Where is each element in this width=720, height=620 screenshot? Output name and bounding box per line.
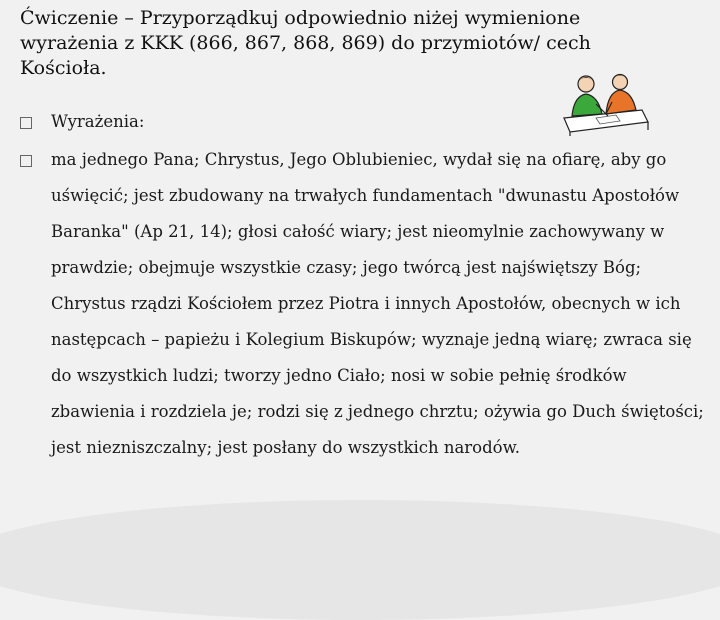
- bullet-item: [20, 112, 144, 140]
- background-arc: [0, 500, 720, 620]
- two-students-writing-icon: [556, 70, 650, 136]
- bullet-item: [20, 150, 710, 466]
- square-bullet-icon: [20, 155, 32, 167]
- slide-title: Ćwiczenie – Przyporządkuj odpowiednio niżej wymienione wyrażenia z KKK (866, 867, 868, 869) do przymiotów/ cech Kościoła.: [20, 7, 591, 79]
- bullet-text: Wyrażenia:: [51, 112, 145, 131]
- square-bullet-icon: [20, 117, 32, 129]
- bullet-text: ma jednego Pana; Chrystus, Jego Oblubieniec, wydał się na ofiarę, aby go uświęcić; jest zbudowany na trwałych fundamentach "dwunastu Apostołów Baranka" (Ap 21, 14); głosi całość wiary; jest nieomylnie zachowywany w prawdzie; obejmuje wszystkie czasy; jego twórcą jest najświętszy Bóg; Chrystus rządzi Kościołem przez Piotra i innych Apostołów, obecnych w ich następcach – papieżu i Kolegium Biskupów; wyznaje jedną wiarę; zwraca się do wszystkich ludzi; tworzy jedno Ciało; nosi w sobie pełnię środków zbawienia i rozdziela je; rodzi się z jednego chrztu; ożywia go Duch świętości; jest niezniszczalny; jest posłany do wszystkich narodów.: [50, 150, 704, 457]
